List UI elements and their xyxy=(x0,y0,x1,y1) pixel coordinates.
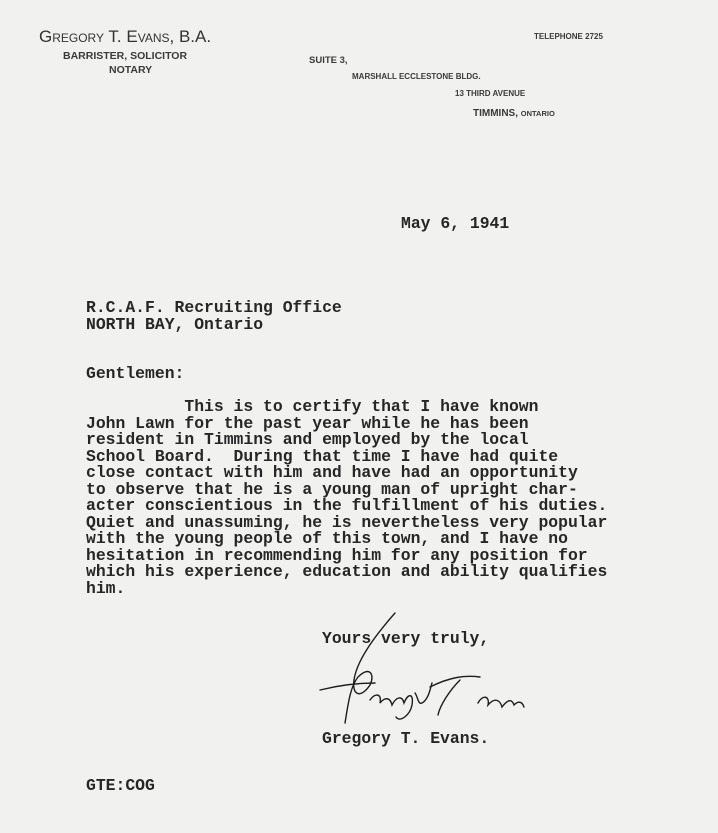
body-line: him. xyxy=(86,578,126,598)
body-line: John Lawn for the past year while he has been xyxy=(86,413,529,433)
letterhead-province: ONTARIO xyxy=(520,109,555,118)
body-line: resident in Timmins and employed by the local xyxy=(86,430,529,449)
letterhead-profession: BARRISTER, SOLICITOR xyxy=(63,50,188,62)
letterhead-suite: SUITE 3, xyxy=(309,55,348,66)
body-line: School Board. During that time I have had quite xyxy=(86,446,559,466)
closing: Yours very truly, xyxy=(322,629,490,648)
signer-name: Gregory T. Evans. xyxy=(322,729,490,748)
letterhead-street: 13 THIRD AVENUE xyxy=(455,89,526,98)
letterhead-telephone: TELEPHONE 2725 xyxy=(534,32,603,41)
letterhead-notary: NOTARY xyxy=(109,64,153,76)
salutation: Gentlemen: xyxy=(86,364,185,383)
letter-date: May 6, 1941 xyxy=(401,214,510,233)
body-line: to observe that he is a young man of upright char- xyxy=(86,479,578,499)
body-line: with the young people of this town, and I have no xyxy=(86,529,568,548)
body-line: Quiet and unassuming, he is nevertheless very popular xyxy=(86,512,608,532)
body-line: hesitation in recommending him for any position for xyxy=(86,545,588,565)
letterhead-city-name: TIMMINS, xyxy=(473,108,518,119)
body-line: which his experience, education and ability qualifies xyxy=(86,562,608,581)
recipient-line-2: NORTH BAY, Ontario xyxy=(86,315,264,334)
body-line: close contact with him and have had an opportunity xyxy=(86,463,578,482)
recipient-line-1: R.C.A.F. Recruiting Office xyxy=(86,298,342,317)
handwritten-signature xyxy=(300,605,540,735)
reference-initials: GTE:COG xyxy=(86,776,155,795)
letterhead-city xyxy=(473,108,555,119)
letterhead-name: Gregory T. Evans, B.A. xyxy=(39,27,212,46)
letterhead-building: MARSHALL ECCLESTONE BLDG. xyxy=(352,72,481,81)
body-line: This is to certify that I have known xyxy=(86,397,539,416)
body-line: acter conscientious in the fulfillment of his duties. xyxy=(86,496,608,515)
